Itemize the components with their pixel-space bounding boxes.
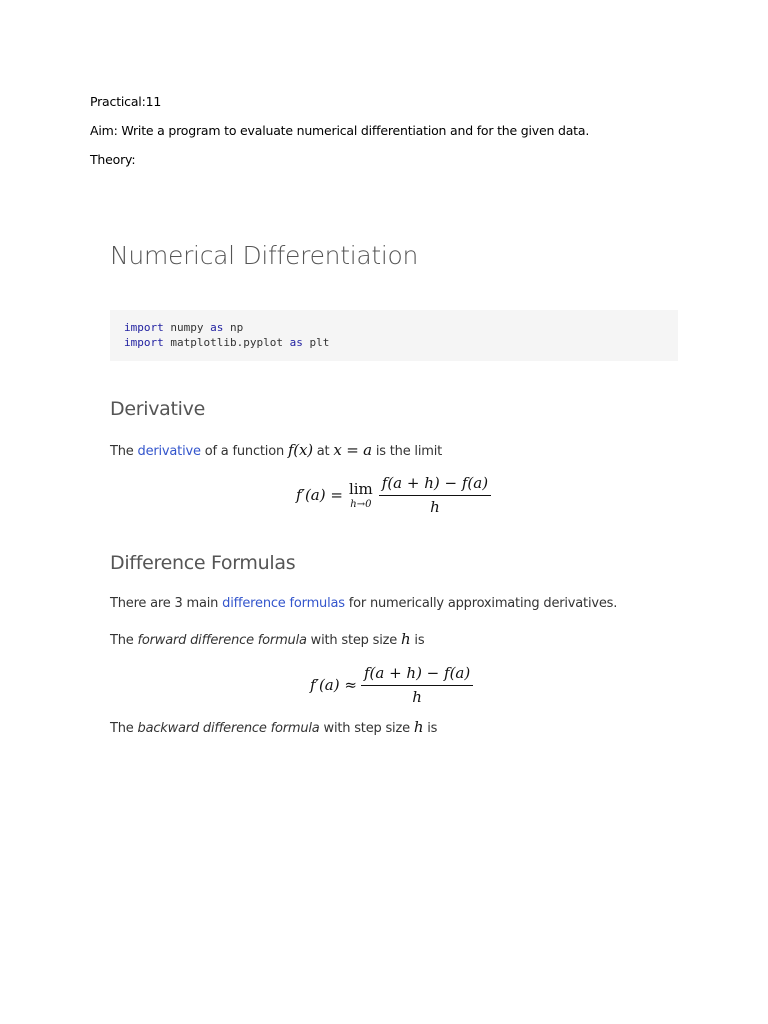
numerator: f(a + h) − f(a) <box>379 474 491 496</box>
code-line: import matplotlib.pyplot as plt <box>124 336 330 349</box>
fraction <box>379 474 491 516</box>
limit-operator: lim h→0 <box>348 480 373 510</box>
math-xa: x = a <box>333 441 372 459</box>
theory-label: Theory: <box>90 152 136 167</box>
notebook-title: Numerical Differentiation <box>110 241 419 270</box>
difference-formulas-link[interactable]: difference formulas <box>222 596 345 611</box>
difference-formulas-heading: Difference Formulas <box>110 552 296 574</box>
derivative-paragraph: The derivative of a function f(x) at x = a is the limit <box>110 441 443 459</box>
numerator: f(a + h) − f(a) <box>361 664 473 686</box>
forward-difference-equation <box>310 664 473 706</box>
practical-number: Practical:11 <box>90 94 162 109</box>
backward-difference-text: The backward difference formula with step size h is <box>110 718 438 736</box>
derivative-link[interactable]: derivative <box>137 444 201 459</box>
denominator: h <box>430 498 440 516</box>
equation-lhs: f′(a) ≈ <box>310 676 357 694</box>
aim-text: Aim: Write a program to evaluate numerical differentiation and for the given data. <box>90 123 590 138</box>
difference-intro: There are 3 main difference formulas for numerically approximating derivatives. <box>110 596 618 611</box>
denominator: h <box>412 688 422 706</box>
math-fx: f(x) <box>287 441 313 459</box>
code-cell[interactable] <box>110 310 678 361</box>
equation-lhs: f′(a) = <box>296 486 343 504</box>
code-line: import numpy as np <box>124 321 244 334</box>
forward-difference-text: The forward difference formula with step size h is <box>110 630 425 648</box>
derivative-equation <box>296 474 491 516</box>
derivative-heading: Derivative <box>110 398 205 420</box>
fraction <box>361 664 473 706</box>
